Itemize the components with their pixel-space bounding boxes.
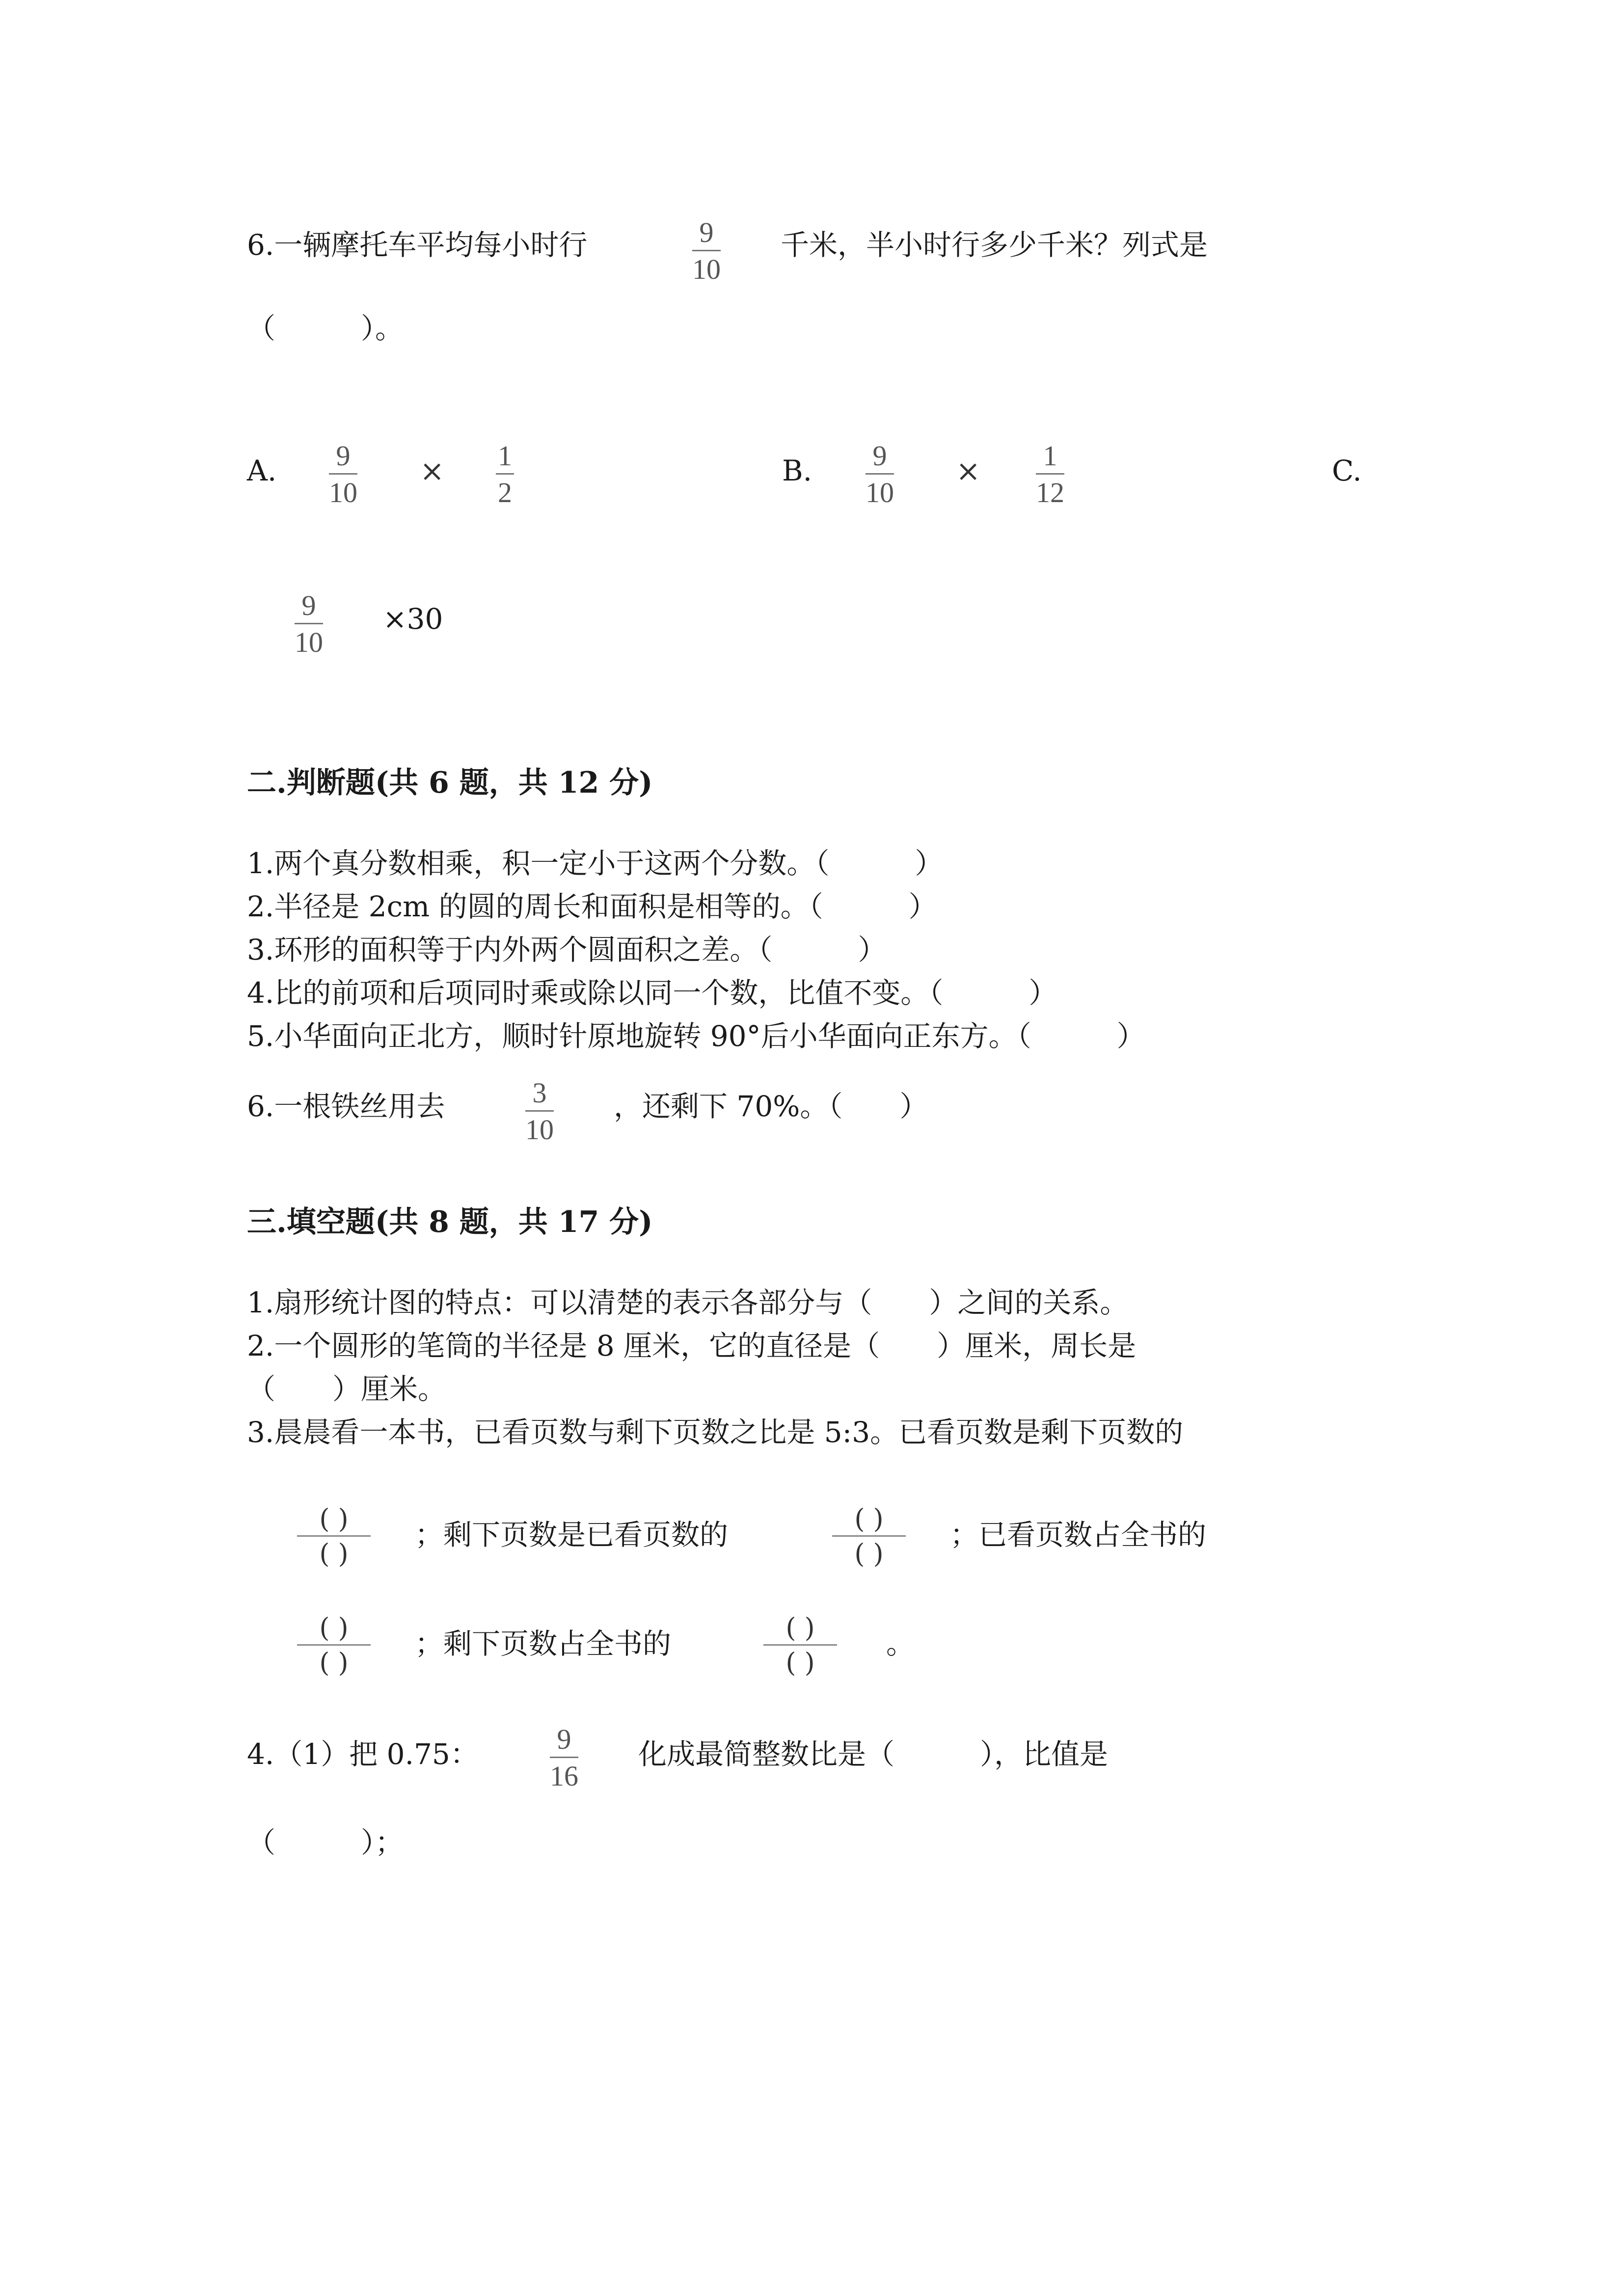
option-a-fraction-2	[496, 442, 514, 507]
section2-item-2: 2.半径是 2cm 的圆的周长和面积是相等的。（ ）	[247, 890, 937, 923]
option-b-fraction-1	[866, 442, 894, 507]
section3-item-2-line1: 2.一个圆形的笔筒的半径是 8 厘米，它的直径是（ ）厘米，周长是	[247, 1329, 1137, 1362]
fraction-denominator: 12	[1036, 477, 1064, 508]
q6-fraction	[692, 218, 721, 284]
fraction-numerator: 9	[557, 1723, 571, 1755]
section2-item-6-fraction	[525, 1079, 554, 1144]
option-a-fraction-1	[329, 442, 357, 507]
fraction-denominator: 10	[525, 1114, 554, 1146]
option-c-fraction	[295, 591, 323, 657]
fraction-numerator: 1	[498, 440, 512, 472]
option-a-label: A.	[247, 454, 277, 487]
section2-item-6-suffix: ，还剩下 70%。（ ）	[614, 1090, 928, 1123]
fraction-numerator: 3	[532, 1077, 547, 1109]
section3-item-4-fraction	[550, 1725, 578, 1790]
blank-denominator: ( )	[854, 1538, 884, 1569]
blank-denominator: ( )	[319, 1538, 349, 1569]
section3-item-4-line2: （ ）；	[247, 1826, 404, 1859]
fraction-numerator: 9	[699, 216, 714, 248]
q6-answer-blank: （ ）。	[247, 312, 404, 345]
fraction-numerator: 9	[301, 589, 316, 621]
fraction-denominator: 10	[866, 477, 894, 508]
section3-item-3-text-3: ；剩下页数占全书的	[415, 1627, 672, 1660]
blank-fraction-2	[832, 1503, 906, 1569]
option-b-fraction-2	[1036, 442, 1064, 507]
section3-item-3-end: 。	[886, 1627, 915, 1660]
section2-title: 二.判断题(共 6 题，共 12 分)	[247, 766, 653, 800]
q6-text-prefix: 6.一辆摩托车平均每小时行	[247, 228, 588, 262]
blank-numerator: ( )	[854, 1503, 884, 1534]
fraction-numerator: 9	[872, 440, 887, 472]
section2-item-1: 1.两个真分数相乘，积一定小于这两个分数。（ ）	[247, 847, 944, 880]
section3-item-1: 1.扇形统计图的特点：可以清楚的表示各部分与（ ）之间的关系。	[247, 1286, 1129, 1319]
option-c-multiplier: ×30	[383, 602, 443, 636]
section3-item-2-line2: （ ）厘米。	[247, 1372, 447, 1406]
blank-fraction-1	[297, 1503, 371, 1569]
option-c-label: C.	[1332, 454, 1362, 487]
section2-item-3: 3.环形的面积等于内外两个圆面积之差。（ ）	[247, 933, 887, 966]
option-b-times-sign: ×	[956, 454, 981, 488]
section2-item-6-prefix: 6.一根铁丝用去	[247, 1090, 445, 1123]
section2-item-4: 4.比的前项和后项同时乘或除以同一个数，比值不变。（ ）	[247, 976, 1057, 1010]
fraction-denominator: 10	[692, 253, 721, 285]
section3-item-3-text-2: ；已看页数占全书的	[950, 1518, 1207, 1551]
section3-item-4-suffix: 化成最简整数比是（ ），比值是	[638, 1737, 1109, 1771]
fraction-denominator: 16	[550, 1760, 578, 1792]
fraction-denominator: 10	[329, 477, 357, 508]
fraction-numerator: 9	[336, 440, 351, 472]
section3-item-4-prefix: 4.（1）把 0.75：	[247, 1737, 479, 1771]
option-a-times-sign: ×	[420, 454, 445, 488]
section3-item-3-line1: 3.晨晨看一本书，已看页数与剩下页数之比是 5:3。已看页数是剩下页数的	[247, 1415, 1184, 1449]
fraction-numerator: 1	[1043, 440, 1057, 472]
fraction-denominator: 2	[498, 477, 512, 508]
option-b-label: B.	[782, 454, 812, 487]
blank-fraction-4	[763, 1612, 837, 1678]
blank-denominator: ( )	[319, 1647, 349, 1678]
section3-item-3-text-1: ；剩下页数是已看页数的	[415, 1518, 729, 1551]
section2-item-5: 5.小华面向正北方，顺时针原地旋转 90°后小华面向正东方。（ ）	[247, 1019, 1145, 1053]
section3-title: 三.填空题(共 8 题，共 17 分)	[247, 1205, 653, 1239]
q6-text-suffix: 千米，半小时行多少千米？列式是	[781, 228, 1208, 262]
fraction-denominator: 10	[295, 626, 323, 658]
blank-denominator: ( )	[785, 1647, 815, 1678]
blank-numerator: ( )	[319, 1503, 349, 1534]
blank-numerator: ( )	[319, 1612, 349, 1643]
blank-fraction-3	[297, 1612, 371, 1678]
blank-numerator: ( )	[785, 1612, 815, 1643]
